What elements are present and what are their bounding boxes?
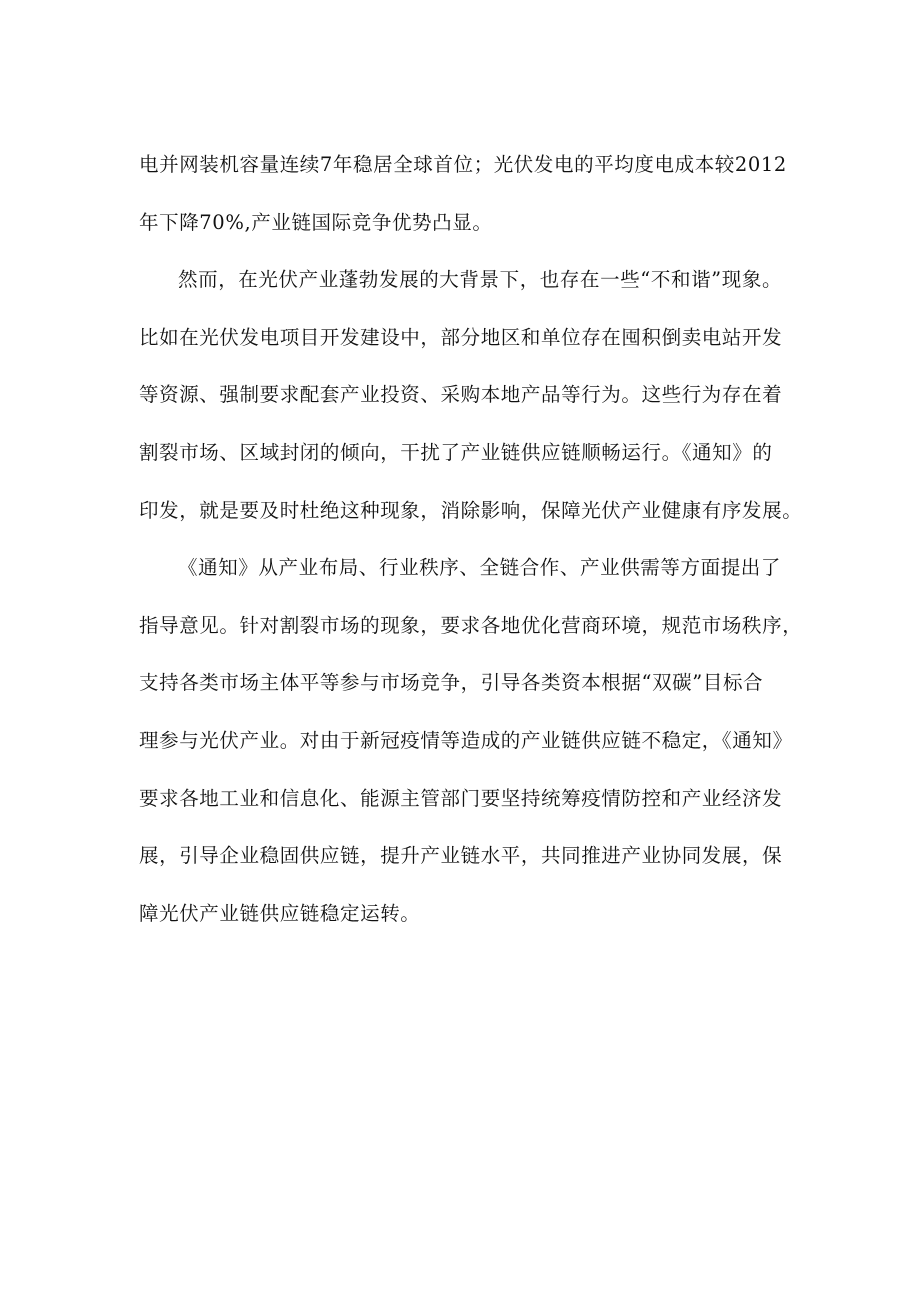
text-line: 年下降70%,产业链国际竞争优势凸显。 bbox=[139, 210, 493, 234]
text-line: 要求各地工业和信息化、能源主管部门要坚持统筹疫情防控和产业经济发 bbox=[139, 786, 783, 810]
text-line: 展，引导企业稳固供应链，提升产业链水平，共同推进产业协同发展，保 bbox=[139, 844, 783, 868]
text-line: 电并网装机容量连续7年稳居全球首位；光伏发电的平均度电成本较2012 bbox=[139, 153, 787, 176]
text-line: 指导意见。针对割裂市场的现象，要求各地优化营商环境，规范市场秩序， bbox=[139, 613, 803, 637]
text-line: 障光伏产业链供应链稳定运转。 bbox=[139, 901, 421, 925]
paragraph-start-line: 然而，在光伏产业蓬勃发展的大背景下，也存在一些“不和谐”现象。 bbox=[178, 268, 783, 292]
text-line: 比如在光伏发电项目开发建设中，部分地区和单位存在囤积倒卖电站开发 bbox=[139, 325, 783, 349]
text-line: 支持各类市场主体平等参与市场竞争，引导各类资本根据“双碳”目标合 bbox=[139, 671, 764, 695]
paragraph-start-line: 《通知》从产业布局、行业秩序、全链合作、产业供需等方面提出了 bbox=[178, 556, 782, 580]
text-line: 理参与光伏产业。对由于新冠疫情等造成的产业链供应链不稳定，《通知》 bbox=[139, 728, 793, 752]
text-line: 等资源、强制要求配套产业投资、采购本地产品等行为。这些行为存在着 bbox=[139, 383, 783, 407]
text-line: 割裂市场、区域封闭的倾向，干扰了产业链供应链顺畅运行。《通知》的 bbox=[139, 440, 773, 464]
text-line: 印发，就是要及时杜绝这种现象，消除影响，保障光伏产业健康有序发展。 bbox=[139, 498, 803, 522]
document-body bbox=[139, 143, 803, 949]
